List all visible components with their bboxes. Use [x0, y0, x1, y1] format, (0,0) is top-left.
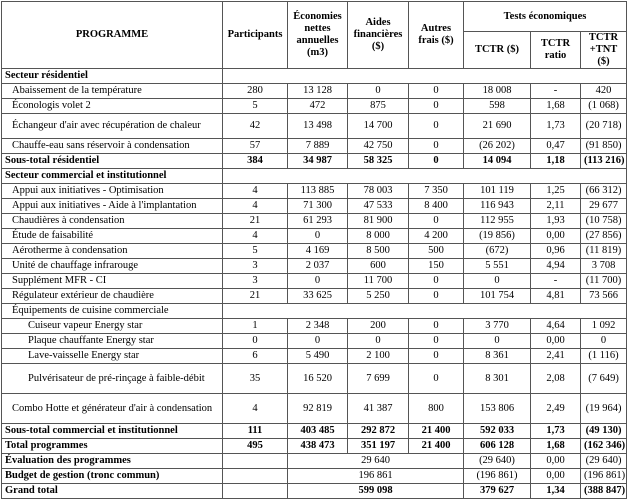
- budget-row: Budget de gestion (tronc commun) 196 861 (196 861) 0,00 (196 861): [2, 469, 627, 484]
- table-row: Appui aux initiatives - Optimisation 4 113 885 78 003 7 350 101 119 1,25 (66 312): [2, 184, 627, 199]
- header-economies: Économies nettes annuelles (m3): [288, 2, 348, 69]
- header-tctr-ratio: TCTR ratio: [531, 32, 581, 69]
- header-tctr: TCTR ($): [464, 32, 531, 69]
- subsection-title: Équipements de cuisine commerciale: [2, 304, 223, 319]
- table-row: Éconologis volet 2 5 472 875 0 598 1,68 (1 068): [2, 99, 627, 114]
- section-commercial: [2, 169, 627, 184]
- header-tests-group: Tests économiques: [464, 2, 627, 32]
- header-tctr-tnt: TCTR +TNT ($): [581, 32, 627, 69]
- section-title: Secteur résidentiel: [2, 69, 223, 84]
- section-residentiel: [2, 69, 627, 84]
- subtotal-row: Sous-total commercial et institutionnel 111 403 485 292 872 21 400 592 033 1,73 (49 130): [2, 424, 627, 439]
- table-row: Supplément MFR - CI 3 0 11 700 0 0 - (11 700): [2, 274, 627, 289]
- header-aides: Aides financières ($): [348, 2, 409, 69]
- table-row: Lave-vaisselle Energy star 6 5 490 2 100 0 8 361 2,41 (1 116): [2, 349, 627, 364]
- table-row: Pulvérisateur de pré-rinçage à faible-débit 35 16 520 7 699 0 8 301 2,08 (7 649): [2, 364, 627, 394]
- table-row: Unité de chauffage infrarouge 3 2 037 600 150 5 551 4,94 3 708: [2, 259, 627, 274]
- header-autres: Autres frais ($): [409, 2, 464, 69]
- table-row: Plaque chauffante Energy star 0 0 0 0 0 0,00 0: [2, 334, 627, 349]
- total-programmes-row: Total programmes 495 438 473 351 197 21 400 606 128 1,68 (162 346): [2, 439, 627, 454]
- section-title: Secteur commercial et institutionnel: [2, 169, 223, 184]
- header-participants: Participants: [223, 2, 288, 69]
- table-row: Combo Hotte et générateur d'air à condensation 4 92 819 41 387 800 153 806 2,49 (19 964): [2, 394, 627, 424]
- table-row: Chaudières à condensation 21 61 293 81 900 0 112 955 1,93 (10 758): [2, 214, 627, 229]
- subsection-kitchen: [2, 304, 627, 319]
- header-row: [2, 2, 627, 32]
- header-programme: PROGRAMME: [2, 2, 223, 69]
- table-row: Cuiseur vapeur Energy star 1 2 348 200 0 3 770 4,64 1 092: [2, 319, 627, 334]
- table-row: Chauffe-eau sans réservoir à condensation 57 7 889 42 750 0 (26 202) 0,47 (91 850): [2, 139, 627, 154]
- table-row: Aérotherme à condensation 5 4 169 8 500 500 (672) 0,96 (11 819): [2, 244, 627, 259]
- table-row: Régulateur extérieur de chaudière 21 33 625 5 250 0 101 754 4,81 73 566: [2, 289, 627, 304]
- table-row: Échangeur d'air avec récupération de chaleur 42 13 498 14 700 0 21 690 1,73 (20 718): [2, 114, 627, 139]
- grand-total-row: Grand total 599 098 379 627 1,34 (388 847): [2, 484, 627, 499]
- evaluation-row: Évaluation des programmes 29 640 (29 640) 0,00 (29 640): [2, 454, 627, 469]
- table-row: Appui aux initiatives - Aide à l'implantation 4 71 300 47 533 8 400 116 943 2,11 29 677: [2, 199, 627, 214]
- table-row: Abaissement de la température 280 13 128 0 0 18 008 - 420: [2, 84, 627, 99]
- programme-results-table: [1, 1, 627, 499]
- table-row: Étude de faisabilité 4 0 8 000 4 200 (19 856) 0,00 (27 856): [2, 229, 627, 244]
- subtotal-row: Sous-total résidentiel 384 34 987 58 325 0 14 094 1,18 (113 216): [2, 154, 627, 169]
